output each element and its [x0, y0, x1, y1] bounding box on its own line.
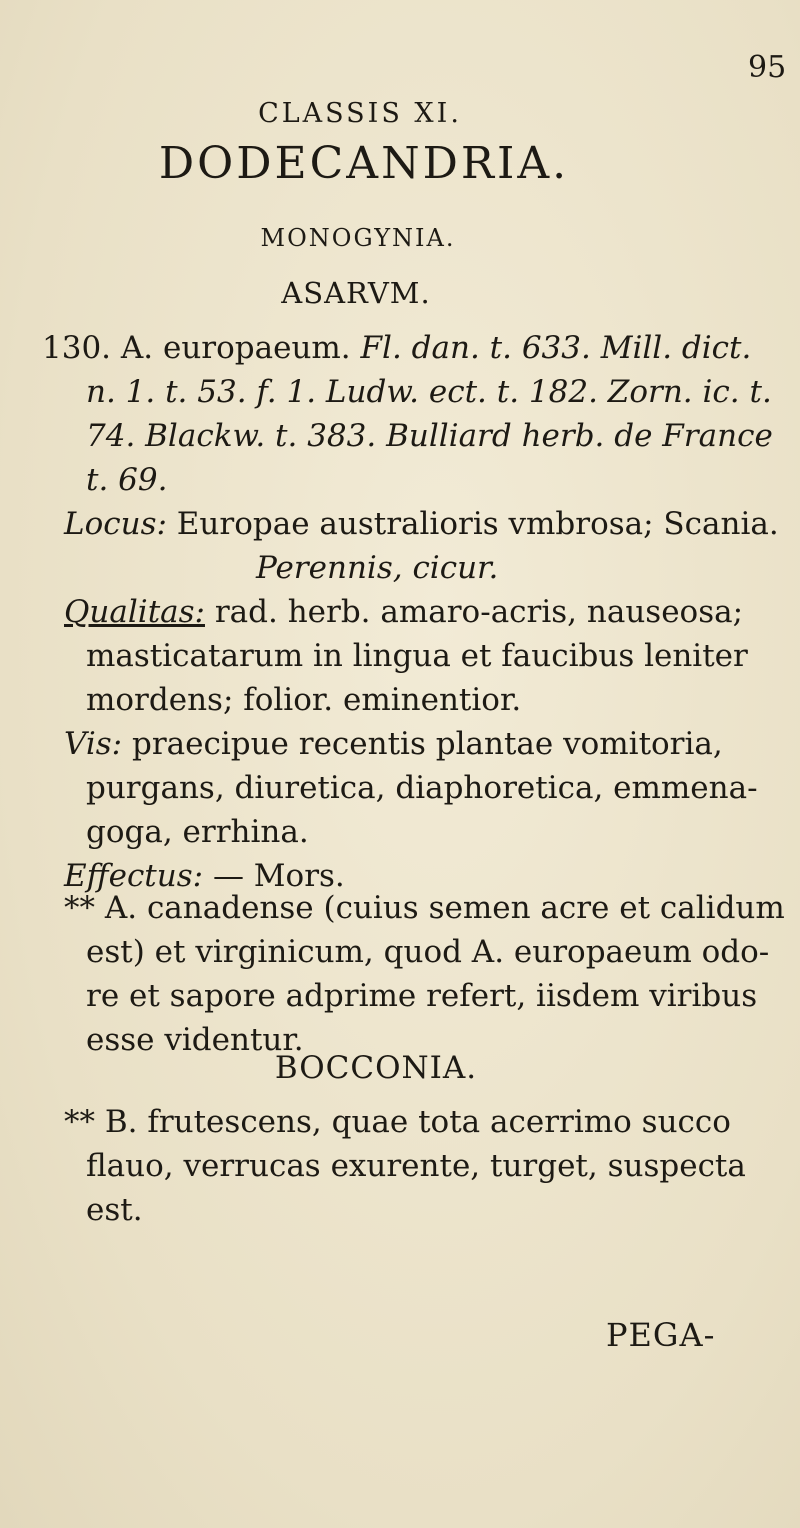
entry-line: Qualitas: rad. herb. amaro-acris, nauseosa;: [64, 594, 744, 630]
entry-line: mordens; folior. eminentior.: [86, 682, 522, 718]
entry-line: Effectus: — Mors.: [64, 858, 345, 894]
class-heading: CLASSIS XI.: [258, 98, 462, 129]
note-bocconia: [64, 1100, 746, 1232]
entry-line: n. 1. t. 53. f. 1. Ludw. ect. t. 182. Zorn. ic. t.: [86, 374, 772, 410]
note-line: flauo, verrucas exurente, turget, suspecta: [86, 1148, 746, 1184]
note-line: est.: [86, 1192, 143, 1228]
subheading: MONOGYNIA.: [260, 224, 456, 252]
catchword: PEGA-: [606, 1316, 716, 1354]
note-canadense: [64, 886, 785, 1062]
genus-heading-bocconia: BOCCONIA.: [274, 1050, 478, 1086]
note-line: ** B. frutescens, quae tota acerrimo succo: [64, 1104, 731, 1140]
entry-line: purgans, diuretica, diaphoretica, emmena-: [86, 770, 758, 806]
page-number: 95: [748, 50, 787, 85]
entry-line: masticatarum in lingua et faucibus leniter: [86, 638, 748, 674]
note-line: esse videntur.: [86, 1022, 304, 1058]
order-heading: DODECANDRIA.: [158, 138, 570, 189]
genus-heading-asarum: ASARVM.: [281, 276, 431, 310]
entry-line: 130. A. europaeum. Fl. dan. t. 633. Mill. dict.: [42, 330, 752, 366]
entry-line: Locus: Europae australioris vmbrosa; Scania.: [64, 506, 779, 542]
entry-line: goga, errhina.: [86, 814, 309, 850]
entry-130: [42, 326, 779, 898]
entry-line: 74. Blackw. t. 383. Bulliard herb. de France: [86, 418, 773, 454]
note-line: ** A. canadense (cuius semen acre et calidum: [64, 890, 785, 926]
entry-line: Vis: praecipue recentis plantae vomitoria,: [64, 726, 723, 762]
entry-line: t. 69.: [86, 462, 168, 498]
entry-line: Perennis, cicur.: [256, 550, 499, 586]
note-line: re et sapore adprime refert, iisdem viribus: [86, 978, 758, 1014]
note-line: est) et virginicum, quod A. europaeum odo-: [86, 934, 770, 970]
